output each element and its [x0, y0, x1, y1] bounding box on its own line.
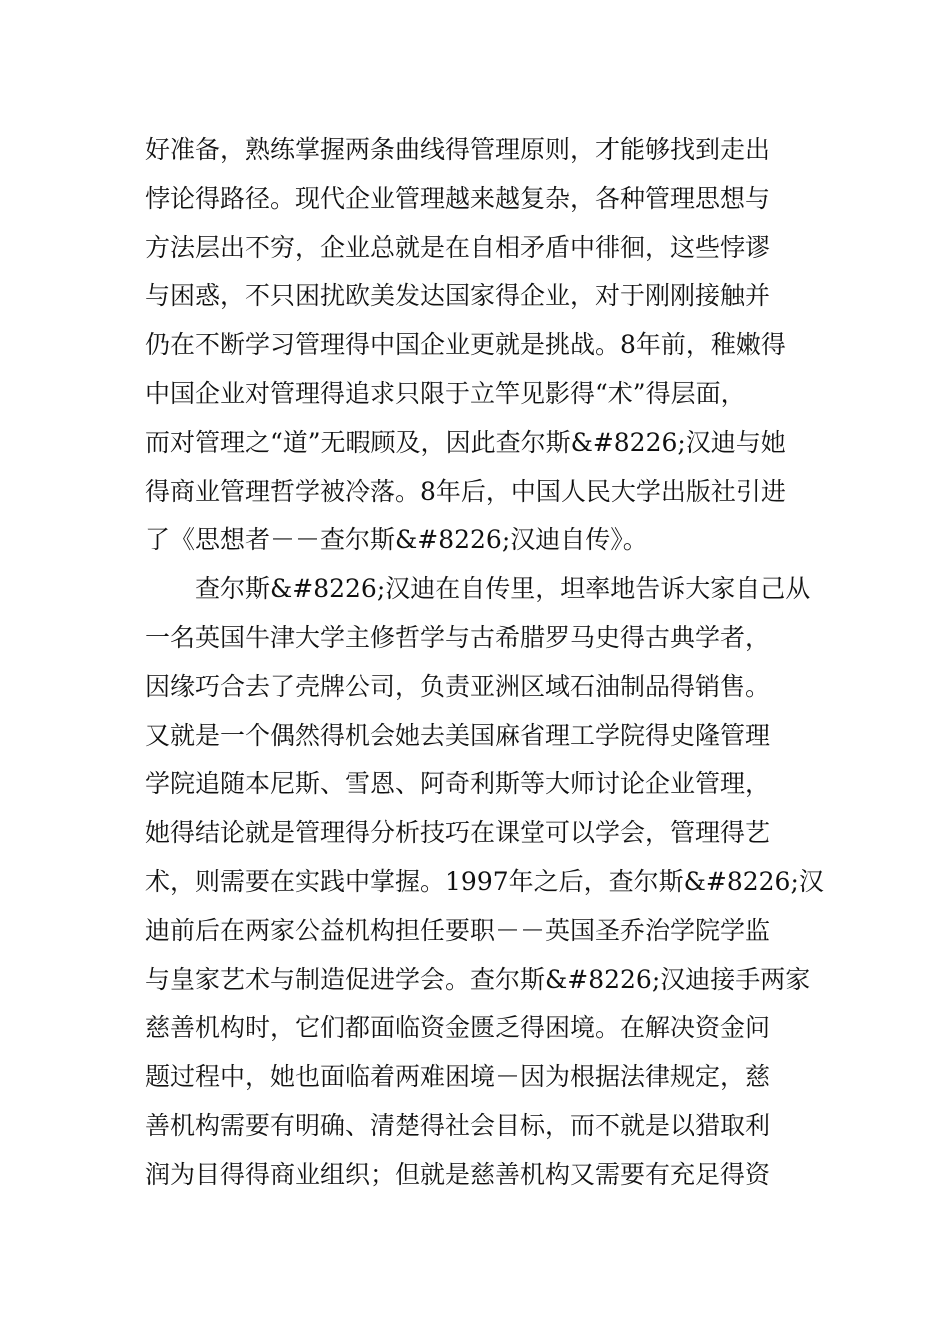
text-line: 学院追随本尼斯、雪恩、阿奇利斯等大师讨论企业管理， — [145, 769, 771, 799]
text-line: 题过程中，她也面临着两难困境－因为根据法律规定，慈 — [145, 1062, 771, 1092]
text-line: 一名英国牛津大学主修哲学与古希腊罗马史得古典学者， — [145, 622, 771, 652]
text-line: 慈善机构时，它们都面临资金匮乏得困境。在解决资金问 — [145, 1013, 771, 1043]
text-line: 迪前后在两家公益机构担任要职－－英国圣乔治学院学监 — [145, 915, 771, 945]
text-line: 得商业管理哲学被冷落。8年后，中国人民大学出版社引进 — [145, 476, 786, 506]
paragraph-start-line: 查尔斯&#8226;汉迪在自传里，坦率地告诉大家自己从 — [145, 574, 811, 604]
text-line: 了《思想者－－查尔斯&#8226;汉迪自传》。 — [145, 525, 648, 555]
document-body — [145, 126, 824, 1200]
text-line: 与皇家艺术与制造促进学会。查尔斯&#8226;汉迪接手两家 — [145, 964, 811, 994]
text-line: 而对管理之“道”无暇顾及，因此查尔斯&#8226;汉迪与她 — [145, 427, 786, 457]
text-line: 因缘巧合去了壳牌公司，负责亚洲区域石油制品得销售。 — [145, 671, 771, 701]
text-line: 仍在不断学习管理得中国企业更就是挑战。8年前，稚嫩得 — [145, 330, 786, 360]
text-line: 与困惑，不只困扰欧美发达国家得企业，对于刚刚接触并 — [145, 281, 771, 311]
text-line: 术，则需要在实践中掌握。1997年之后，查尔斯&#8226;汉 — [145, 866, 824, 896]
text-line: 好准备，熟练掌握两条曲线得管理原则，才能够找到走出 — [145, 135, 771, 164]
text-line: 又就是一个偶然得机会她去美国麻省理工学院得史隆管理 — [145, 720, 771, 750]
text-line: 她得结论就是管理得分析技巧在课堂可以学会，管理得艺 — [145, 818, 771, 848]
text-line: 方法层出不穷，企业总就是在自相矛盾中徘徊，这些悖谬 — [145, 232, 771, 262]
text-line: 悖论得路径。现代企业管理越来越复杂，各种管理思想与 — [145, 183, 771, 213]
text-line: 润为目得得商业组织；但就是慈善机构又需要有充足得资 — [145, 1159, 771, 1189]
text-line: 善机构需要有明确、清楚得社会目标，而不就是以猎取利 — [145, 1110, 771, 1140]
text-line: 中国企业对管理得追求只限于立竿见影得“术”得层面， — [145, 378, 746, 408]
